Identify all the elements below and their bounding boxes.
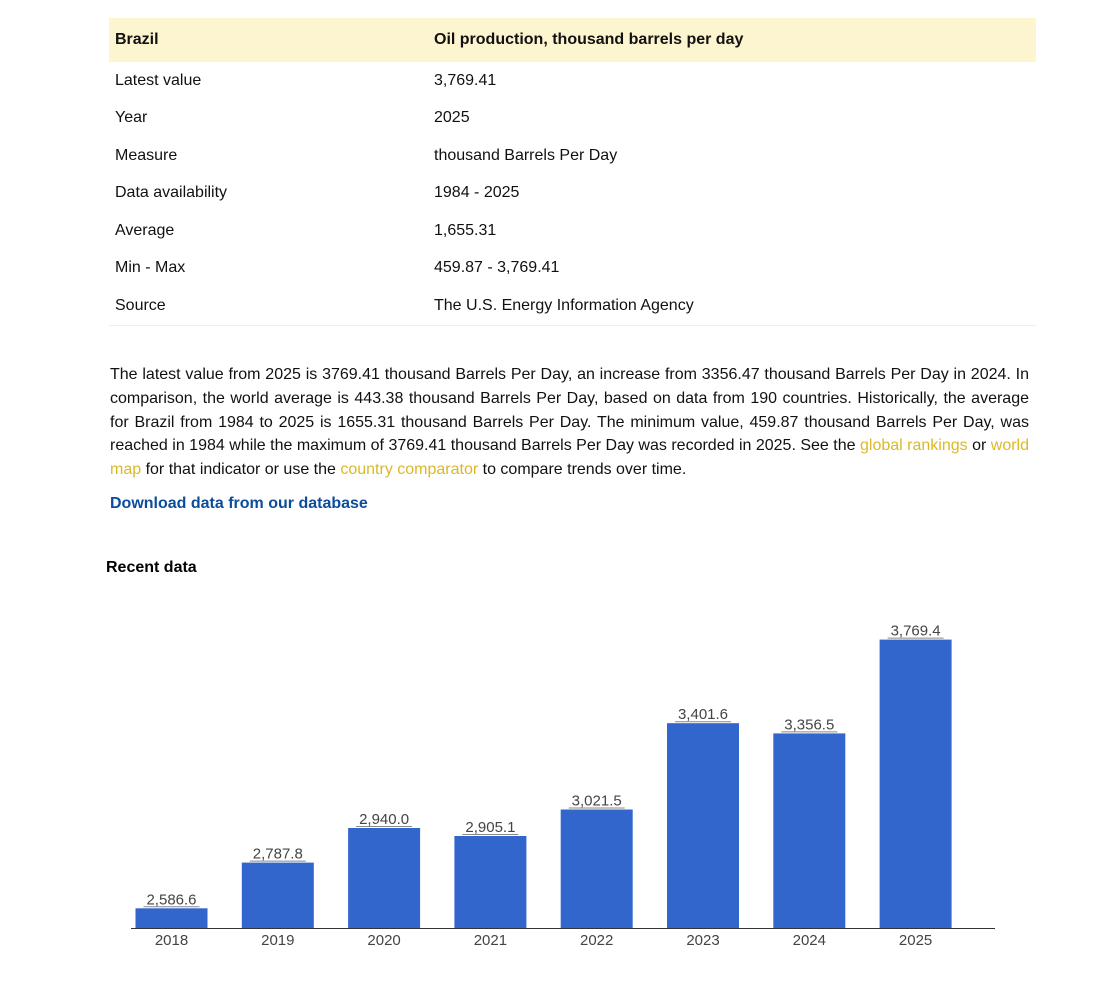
description-text: for that indicator or use the bbox=[141, 461, 341, 479]
table-header-row bbox=[109, 18, 1036, 62]
download-data-link[interactable]: Download data from our database bbox=[110, 495, 368, 512]
bar-2024 bbox=[773, 733, 845, 928]
row-label: Data availability bbox=[115, 184, 228, 202]
table-row bbox=[109, 287, 1036, 325]
x-tick-label-2023: 2023 bbox=[686, 932, 720, 949]
value-label-2018: 2,586.6 bbox=[146, 891, 197, 909]
indicator-info-table bbox=[109, 18, 1036, 326]
labels-group bbox=[144, 623, 944, 949]
row-value: The U.S. Energy Information Agency bbox=[428, 287, 1036, 325]
x-tick-label-2020: 2020 bbox=[367, 932, 401, 949]
row-label: Latest value bbox=[115, 71, 202, 89]
value-label-2019: 2,787.8 bbox=[252, 845, 303, 863]
table-row bbox=[109, 212, 1036, 250]
recent-data-title: Recent data bbox=[106, 559, 197, 576]
table-row bbox=[109, 100, 1036, 138]
country-name: Brazil bbox=[109, 18, 428, 62]
value-label-2025: 3,769.4 bbox=[890, 622, 941, 640]
row-label: Year bbox=[115, 109, 148, 127]
value-label-2021: 2,905.1 bbox=[465, 819, 516, 836]
bar-2021 bbox=[454, 836, 526, 928]
description-text: or bbox=[967, 437, 991, 455]
value-label-2020: 2,940.0 bbox=[359, 811, 410, 828]
x-tick-label-2021: 2021 bbox=[473, 932, 508, 949]
row-value: 2025 bbox=[434, 109, 470, 127]
row-value: thousand Barrels Per Day bbox=[434, 146, 618, 164]
indicator-description bbox=[110, 363, 1029, 482]
table-row bbox=[109, 62, 1036, 100]
x-tick-label-2022: 2022 bbox=[580, 932, 614, 949]
bars-group bbox=[136, 640, 952, 928]
bar-2020 bbox=[348, 828, 420, 928]
global-rankings-link[interactable]: global rankings bbox=[859, 437, 968, 455]
row-label: Average bbox=[115, 221, 175, 239]
row-value: 1984 - 2025 bbox=[434, 184, 520, 202]
bar-2018 bbox=[136, 908, 208, 928]
row-value: 459.87 - 3,769.41 bbox=[434, 259, 560, 277]
bar-2025 bbox=[880, 640, 952, 928]
bar-2019 bbox=[242, 863, 314, 928]
bar-2023 bbox=[667, 723, 739, 928]
bar-2022 bbox=[561, 810, 633, 929]
indicator-name: Oil production, thousand barrels per day bbox=[428, 18, 1036, 62]
description-text: The latest value from 2025 is 3769.41 thousand Barrels Per Day, an increase from 3356.47 thousand Barrels Per Day in 2024. In comparison, the world average is 443.38 thousand Barrels Per Day, based on data from 190 countries. Historically, the average for Brazil from 1984 to 2025 is 1655.31 thousand Barrels Per Day. The minimum value, 459.87 thousand Barrels Per Day, was reached in 1984 while the maximum of 3769.41 thousand Barrels Per Day was recorded in 2025. See the bbox=[110, 366, 1029, 455]
table-row bbox=[109, 175, 1036, 213]
row-label: Source bbox=[109, 287, 428, 325]
row-value: 3,769.41 bbox=[434, 71, 497, 89]
country-comparator-link[interactable]: country comparator bbox=[340, 461, 479, 479]
row-label: Measure bbox=[115, 146, 178, 164]
x-tick-label-2025: 2025 bbox=[898, 932, 933, 949]
value-label-2023: 3,401.6 bbox=[677, 706, 729, 724]
row-value: 1,655.31 bbox=[434, 221, 497, 239]
row-label: Min - Max bbox=[115, 259, 186, 277]
table-row bbox=[109, 137, 1036, 175]
table-row bbox=[109, 250, 1036, 288]
description-text: to compare trends over time. bbox=[478, 461, 687, 479]
value-label-2024: 3,356.5 bbox=[784, 716, 835, 734]
world-map-link[interactable]: world map bbox=[110, 437, 1029, 479]
x-tick-label-2024: 2024 bbox=[792, 932, 826, 949]
x-tick-label-2018: 2018 bbox=[154, 932, 189, 949]
x-tick-label-2019: 2019 bbox=[261, 932, 295, 949]
value-label-2022: 3,021.5 bbox=[571, 792, 622, 810]
